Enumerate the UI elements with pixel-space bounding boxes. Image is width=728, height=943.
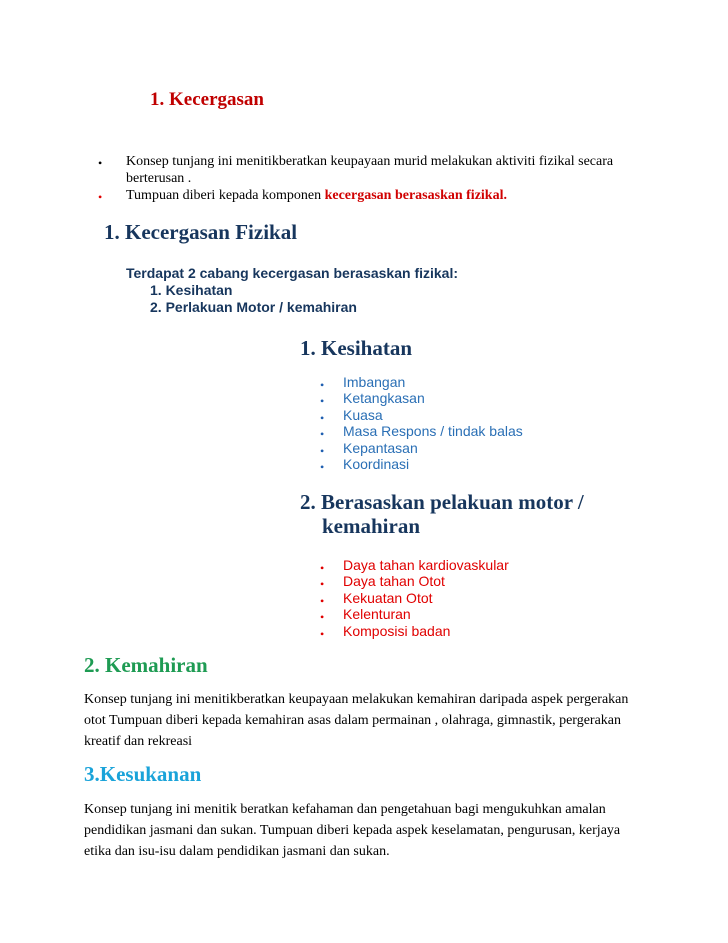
- bullet-icon: •: [320, 627, 325, 641]
- bullet-icon: •: [320, 427, 325, 441]
- kesihatan-item: Koordinasi: [343, 456, 410, 472]
- bullet-icon: •: [320, 411, 325, 425]
- bullet-text-2-plain: Tumpuan diberi kepada komponen: [126, 188, 325, 203]
- bullet-icon: •: [320, 561, 325, 575]
- paragraph-line: pendidikan jasmani dan sukan. Tumpuan diberi kepada aspek keselamatan, pengurusan, kerjaya: [84, 823, 621, 838]
- motor-item: Kekuatan Otot: [343, 590, 433, 606]
- paragraph-line: kreatif dan rekreasi: [84, 734, 193, 749]
- fizikal-intro: Terdapat 2 cabang kecergasan berasaskan fizikal:: [126, 265, 459, 281]
- bullet-icon: •: [320, 460, 325, 474]
- kesihatan-item: Kepantasan: [343, 440, 418, 456]
- kesihatan-item: Imbangan: [343, 374, 406, 390]
- section-title-kesukanan: 3.Kesukanan: [84, 762, 202, 786]
- subsection-title-kesihatan: 1. Kesihatan: [300, 336, 413, 360]
- motor-item: Kelenturan: [343, 606, 411, 622]
- kemahiran-paragraph: [84, 689, 664, 752]
- bullet-text-1-line2: berterusan .: [126, 171, 192, 186]
- bullet-text-1-line1: Konsep tunjang ini menitikberatkan keupayaan murid melakukan aktiviti fizikal secara: [126, 154, 614, 169]
- bullet-icon: •: [320, 394, 325, 408]
- kesihatan-item: Masa Respons / tindak balas: [343, 423, 523, 439]
- subsection-title-motor-line1: 2. Berasaskan pelakuan motor /: [300, 490, 584, 514]
- bullet-icon: •: [320, 378, 325, 392]
- bullet-icon: •: [320, 577, 325, 591]
- motor-item: Daya tahan Otot: [343, 573, 445, 589]
- bullet-icon: •: [98, 156, 103, 170]
- bullet-text-2: [126, 187, 507, 204]
- subsection-title-motor-line2: kemahiran: [322, 514, 421, 538]
- fizikal-item-2: 2. Perlakuan Motor / kemahiran: [150, 299, 357, 315]
- kesukanan-paragraph: [84, 799, 664, 862]
- bullet-icon: •: [320, 444, 325, 458]
- kesihatan-item: Ketangkasan: [343, 390, 425, 406]
- section-title-kemahiran: 2. Kemahiran: [84, 653, 208, 677]
- paragraph-line: etika dan isu-isu dalam pendidikan jasmani dan sukan.: [84, 844, 390, 859]
- section-title-kecergasan-fizikal: 1. Kecergasan Fizikal: [104, 220, 298, 244]
- paragraph-line: Konsep tunjang ini menitik beratkan kefahaman dan pengetahuan bagi mengukuhkan amalan: [84, 802, 606, 817]
- kesihatan-item: Kuasa: [343, 407, 383, 423]
- bullet-text-1: [126, 153, 613, 187]
- bullet-icon: •: [320, 594, 325, 608]
- paragraph-line: otot Tumpuan diberi kepada kemahiran asas dalam permainan , olahraga, gimnastik, pergerakan: [84, 713, 622, 728]
- fizikal-item-1: 1. Kesihatan: [150, 282, 233, 298]
- paragraph-line: Konsep tunjang ini menitikberatkan keupayaan melakukan kemahiran daripada aspek pergerakan: [84, 692, 629, 707]
- bullet-icon: •: [320, 610, 325, 624]
- bullet-text-2-highlight: kecergasan berasaskan fizikal.: [324, 188, 507, 203]
- bullet-icon: •: [98, 190, 103, 204]
- motor-item: Komposisi badan: [343, 623, 451, 639]
- motor-item: Daya tahan kardiovaskular: [343, 557, 509, 573]
- section-title-kecergasan: 1. Kecergasan: [150, 89, 264, 110]
